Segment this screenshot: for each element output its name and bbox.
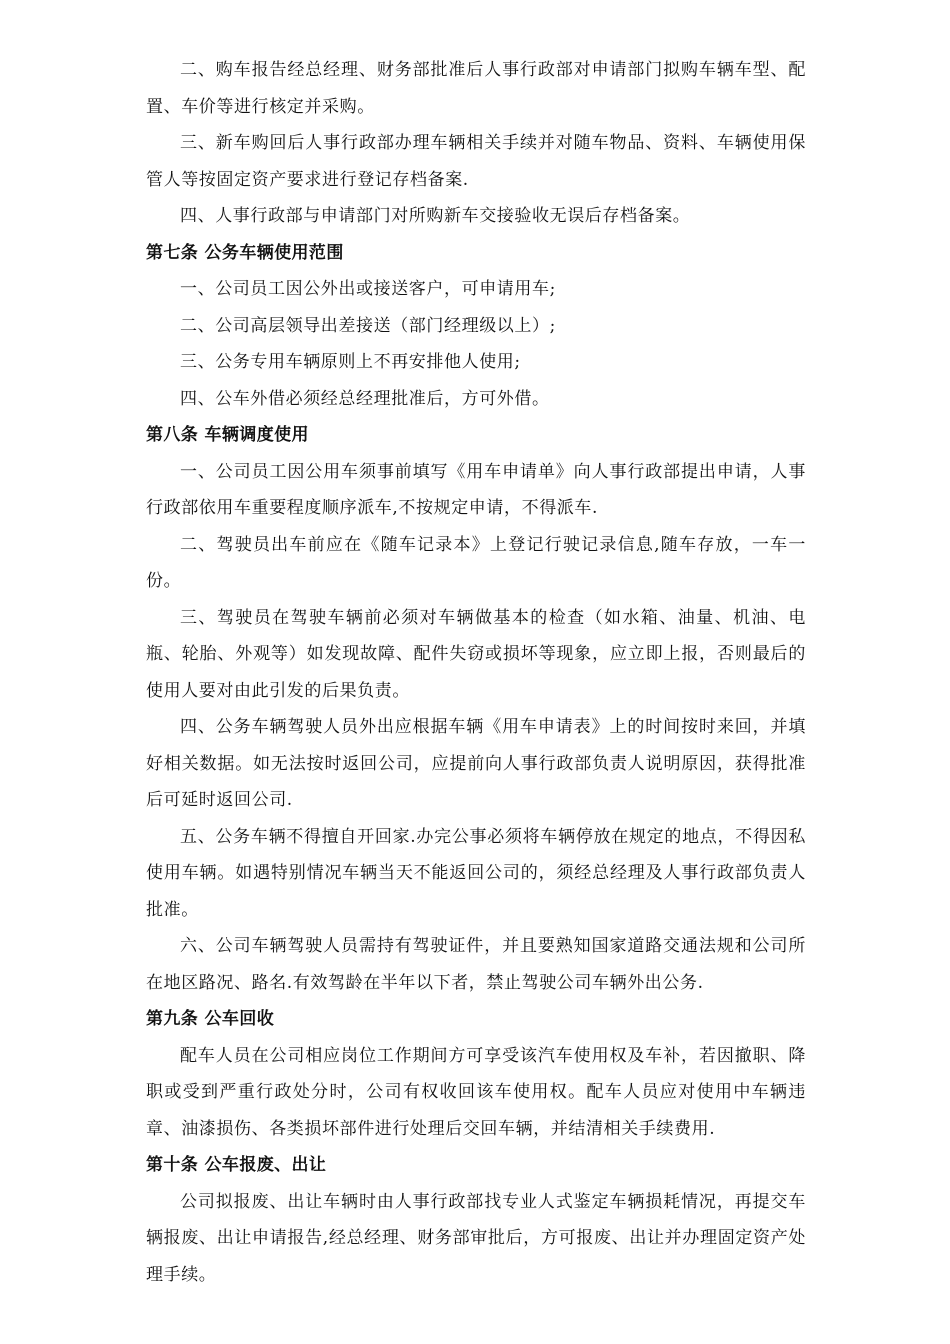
section-heading: 第七条 公务车辆使用范围 — [146, 242, 344, 263]
paragraph: 四、公车外借必须经总经理批准后，方可外借。 — [180, 388, 550, 409]
paragraph: 一、公司员工因公外出或接送客户，可申请用车; — [180, 279, 556, 299]
paragraph: 二、驾驶员出车前应在《随车记录本》上登记行驶记录信息,随车存放，一车一份。 — [146, 534, 806, 591]
section-heading: 第九条 公车回收 — [146, 1009, 275, 1029]
paragraph: 二、购车报告经总经理、财务部批准后人事行政部对申请部门拟购车辆车型、配置、车价等进行核定并采购。 — [146, 60, 806, 117]
paragraph: 四、公务车辆驾驶人员外出应根据车辆《用车申请表》上的时间按时来回，并填好相关数据。如无法按时返回公司，应提前向人事行政部负责人说明原因，获得批准后可延时返回公司. — [146, 717, 806, 810]
paragraph: 六、公司车辆驾驶人员需持有驾驶证件，并且要熟知国家道路交通法规和公司所在地区路况、路名.有效驾龄在半年以下者，禁止驾驶公司车辆外出公务. — [146, 936, 806, 993]
paragraph: 五、公务车辆不得擅自开回家.办完公事必须将车辆停放在规定的地点，不得因私使用车辆。如遇特别情况车辆当天不能返回公司的，须经总经理及人事行政部负责人批准。 — [146, 826, 806, 920]
document-page — [146, 52, 806, 1293]
section-heading: 第十条 公车报废、出让 — [146, 1155, 327, 1175]
paragraph: 二、公司高层领导出差接送（部门经理级以上）; — [180, 315, 556, 336]
paragraph: 三、驾驶员在驾驶车辆前必须对车辆做基本的检查（如水箱、油量、机油、电瓶、轮胎、外观等）如发现故障、配件失窃或损坏等现象，应立即上报，否则最后的使用人要对由此引发的后果负责。 — [146, 607, 806, 701]
paragraph: 配车人员在公司相应岗位工作期间方可享受该汽车使用权及车补，若因撤职、降职或受到严重行政处分时，公司有权收回该车使用权。配车人员应对使用中车辆违章、油漆损伤、各类损坏部件进行处理后交回车辆，并结清相关手续费用. — [146, 1045, 806, 1139]
paragraph: 三、新车购回后人事行政部办理车辆相关手续并对随车物品、资料、车辆使用保管人等按固定资产要求进行登记存档备案. — [146, 133, 806, 190]
paragraph: 四、人事行政部与申请部门对所购新车交接验收无误后存档备案。 — [180, 206, 691, 226]
section-heading: 第八条 车辆调度使用 — [146, 425, 309, 445]
paragraph: 一、公司员工因公用车须事前填写《用车申请单》向人事行政部提出申请，人事行政部依用车重要程度顺序派车,不按规定申请，不得派车. — [146, 461, 806, 518]
paragraph: 三、公务专用车辆原则上不再安排他人使用; — [180, 352, 521, 372]
paragraph: 公司拟报废、出让车辆时由人事行政部找专业人式鉴定车辆损耗情况，再提交车辆报废、出让申请报告,经总经理、财务部审批后，方可报废、出让并办理固定资产处理手续。 — [146, 1191, 806, 1285]
